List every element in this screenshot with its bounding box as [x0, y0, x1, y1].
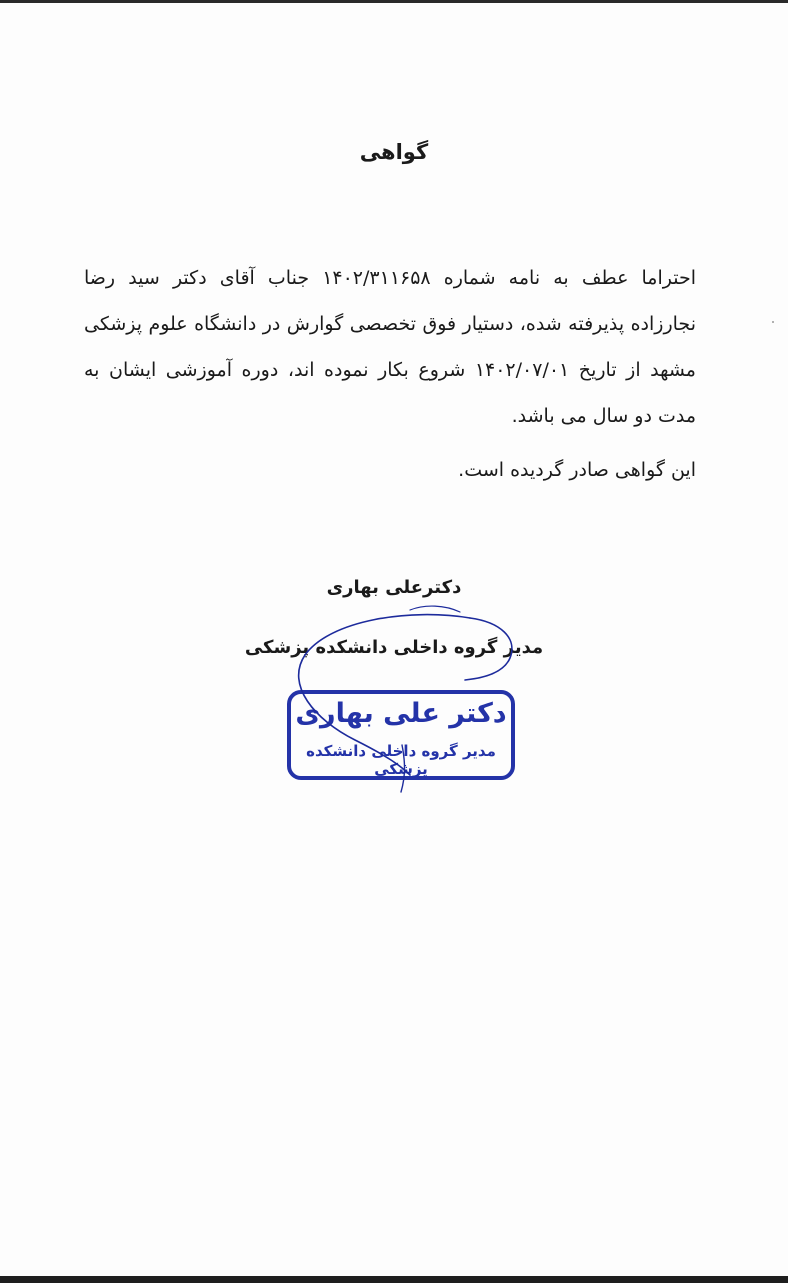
scan-edge-top	[0, 0, 788, 3]
signature-tick	[410, 606, 460, 612]
signatory-name: دکترعلی بهاری	[326, 577, 462, 598]
scan-edge-bottom	[0, 1276, 788, 1283]
official-stamp	[287, 690, 515, 780]
scan-speck	[772, 321, 774, 323]
document-title: گواهی	[359, 140, 429, 164]
certificate-body: احتراما عطف به نامه شماره ۱۴۰۲/۳۱۱۶۵۸ جناب آقای دکتر سید رضا نجارزاده پذیرفته شده، دستیار فوق تخصصی گوارش در دانشگاه علوم پزشکی مشهد از تاریخ ۱۴۰۲/۰۷/۰۱ شروع بکار نموده اند، دوره آموزشی ایشان به مدت دو سال می باشد.	[84, 267, 697, 427]
certificate-closing: این گواهی صادر گردیده است.	[458, 459, 696, 481]
stamp-position: مدیر گروه داخلی دانشکده پزشکی	[306, 742, 496, 778]
signatory-position: مدیر گروه داخلی دانشکده پزشکی	[244, 637, 544, 658]
stamp-name: دکتر علی بهاری	[295, 698, 507, 729]
